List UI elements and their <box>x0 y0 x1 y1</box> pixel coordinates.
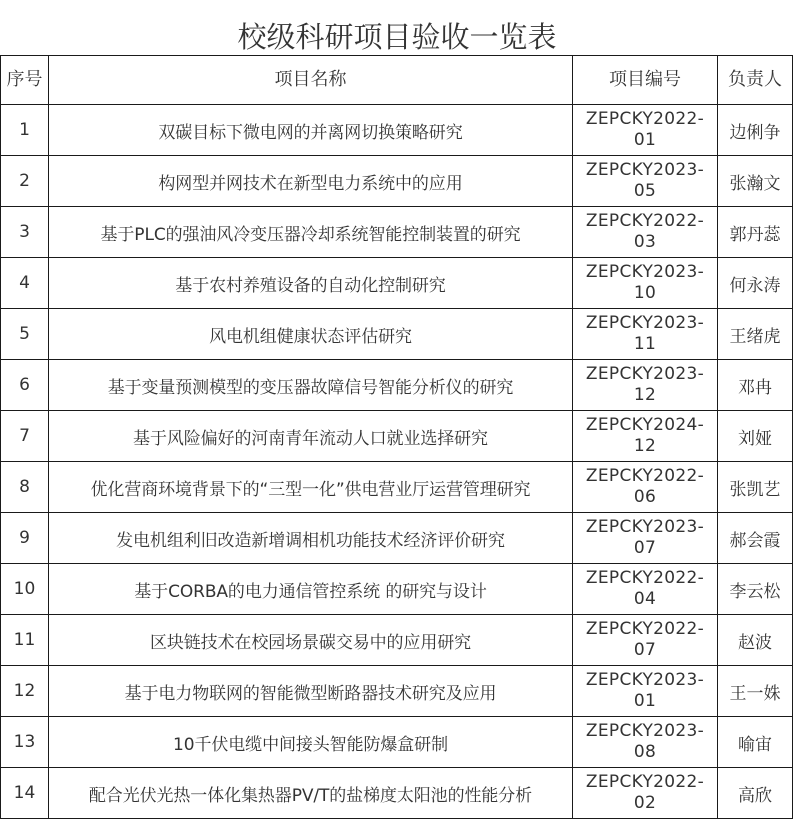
row-number: 6 <box>1 360 49 411</box>
project-code <box>573 462 718 513</box>
row-number: 8 <box>1 462 49 513</box>
page-title: 校级科研项目验收一览表 <box>237 20 557 54</box>
table-row <box>1 156 793 207</box>
project-code <box>573 717 718 768</box>
table-row <box>1 207 793 258</box>
project-table <box>0 55 793 819</box>
project-code-line1: ZEPCKY2022- <box>585 109 705 129</box>
table-row <box>1 309 793 360</box>
project-name: 基于风险偏好的河南青年流动人口就业选择研究 <box>49 411 573 462</box>
project-code <box>573 105 718 156</box>
project-code-line1: ZEPCKY2022- <box>585 619 705 639</box>
project-name: 配合光伏光热一体化集热器PV/T的盐梯度太阳池的性能分析 <box>49 768 573 819</box>
project-owner: 张凯艺 <box>718 462 793 513</box>
header-owner: 负责人 <box>718 56 793 105</box>
header-name: 项目名称 <box>49 56 573 105</box>
project-code <box>573 615 718 666</box>
project-name: 基于电力物联网的智能微型断路器技术研究及应用 <box>49 666 573 717</box>
project-code <box>573 360 718 411</box>
project-code-line2: 12 <box>633 385 657 405</box>
project-code-line2: 02 <box>633 793 657 813</box>
project-code <box>573 258 718 309</box>
project-code-line1: ZEPCKY2023- <box>585 364 705 384</box>
project-code-line2: 10 <box>633 283 657 303</box>
project-name: 优化营商环境背景下的“三型一化”供电营业厅运营管理研究 <box>49 462 573 513</box>
project-code-line2: 04 <box>633 589 657 609</box>
row-number: 9 <box>1 513 49 564</box>
project-code-line2: 07 <box>633 538 657 558</box>
project-code-line2: 07 <box>633 640 657 660</box>
project-name: 发电机组利旧改造新增调相机功能技术经济评价研究 <box>49 513 573 564</box>
project-code-line1: ZEPCKY2024- <box>585 415 705 435</box>
project-owner: 刘娅 <box>718 411 793 462</box>
project-code-line2: 01 <box>633 691 657 711</box>
table-row <box>1 717 793 768</box>
row-number: 7 <box>1 411 49 462</box>
project-owner: 高欣 <box>718 768 793 819</box>
project-code-line1: ZEPCKY2022- <box>585 211 705 231</box>
project-name: 10千伏电缆中间接头智能防爆盒研制 <box>49 717 573 768</box>
table-row <box>1 615 793 666</box>
project-code-line1: ZEPCKY2023- <box>585 670 705 690</box>
project-name: 基于变量预测模型的变压器故障信号智能分析仪的研究 <box>49 360 573 411</box>
project-owner: 张瀚文 <box>718 156 793 207</box>
table-row <box>1 105 793 156</box>
table-row <box>1 768 793 819</box>
project-name: 双碳目标下微电网的并离网切换策略研究 <box>49 105 573 156</box>
table-row <box>1 564 793 615</box>
table-row <box>1 360 793 411</box>
project-name: 区块链技术在校园场景碳交易中的应用研究 <box>49 615 573 666</box>
project-owner: 何永涛 <box>718 258 793 309</box>
project-code-line1: ZEPCKY2022- <box>585 466 705 486</box>
project-code-line1: ZEPCKY2023- <box>585 262 705 282</box>
project-code <box>573 513 718 564</box>
row-number: 4 <box>1 258 49 309</box>
project-owner: 王一姝 <box>718 666 793 717</box>
project-code-line2: 12 <box>633 436 657 456</box>
table-row <box>1 513 793 564</box>
table-row <box>1 258 793 309</box>
project-code <box>573 156 718 207</box>
project-owner: 李云松 <box>718 564 793 615</box>
table-row <box>1 462 793 513</box>
project-code-line2: 08 <box>633 742 657 762</box>
project-name: 基于CORBA的电力通信管控系统 的研究与设计 <box>49 564 573 615</box>
table-header-row <box>1 56 793 105</box>
project-code <box>573 768 718 819</box>
project-owner: 郭丹蕊 <box>718 207 793 258</box>
project-owner: 边俐争 <box>718 105 793 156</box>
row-number: 5 <box>1 309 49 360</box>
project-code-line1: ZEPCKY2022- <box>585 772 705 792</box>
table-row <box>1 666 793 717</box>
project-code-line1: ZEPCKY2023- <box>585 313 705 333</box>
project-owner: 赵波 <box>718 615 793 666</box>
project-code <box>573 564 718 615</box>
project-name: 基于农村养殖设备的自动化控制研究 <box>49 258 573 309</box>
project-code <box>573 309 718 360</box>
project-code-line1: ZEPCKY2023- <box>585 517 705 537</box>
project-owner: 王绪虎 <box>718 309 793 360</box>
project-code <box>573 207 718 258</box>
project-owner: 郝会霞 <box>718 513 793 564</box>
row-number: 3 <box>1 207 49 258</box>
table-row <box>1 411 793 462</box>
project-code-line1: ZEPCKY2023- <box>585 721 705 741</box>
project-code-line1: ZEPCKY2022- <box>585 568 705 588</box>
project-code-line2: 05 <box>633 181 657 201</box>
row-number: 2 <box>1 156 49 207</box>
project-owner: 邓冉 <box>718 360 793 411</box>
project-code-line1: ZEPCKY2023- <box>585 160 705 180</box>
project-name: 构网型并网技术在新型电力系统中的应用 <box>49 156 573 207</box>
header-no: 序号 <box>1 56 49 105</box>
project-code <box>573 666 718 717</box>
row-number: 14 <box>1 768 49 819</box>
row-number: 1 <box>1 105 49 156</box>
project-code-line2: 06 <box>633 487 657 507</box>
project-code-line2: 11 <box>633 334 657 354</box>
project-code <box>573 411 718 462</box>
project-name: 风电机组健康状态评估研究 <box>49 309 573 360</box>
row-number: 10 <box>1 564 49 615</box>
project-owner: 喻宙 <box>718 717 793 768</box>
project-code-line2: 03 <box>633 232 657 252</box>
header-code: 项目编号 <box>573 56 718 105</box>
row-number: 13 <box>1 717 49 768</box>
row-number: 11 <box>1 615 49 666</box>
project-code-line2: 01 <box>633 130 657 150</box>
row-number: 12 <box>1 666 49 717</box>
project-name: 基于PLC的强油风冷变压器冷却系统智能控制装置的研究 <box>49 207 573 258</box>
